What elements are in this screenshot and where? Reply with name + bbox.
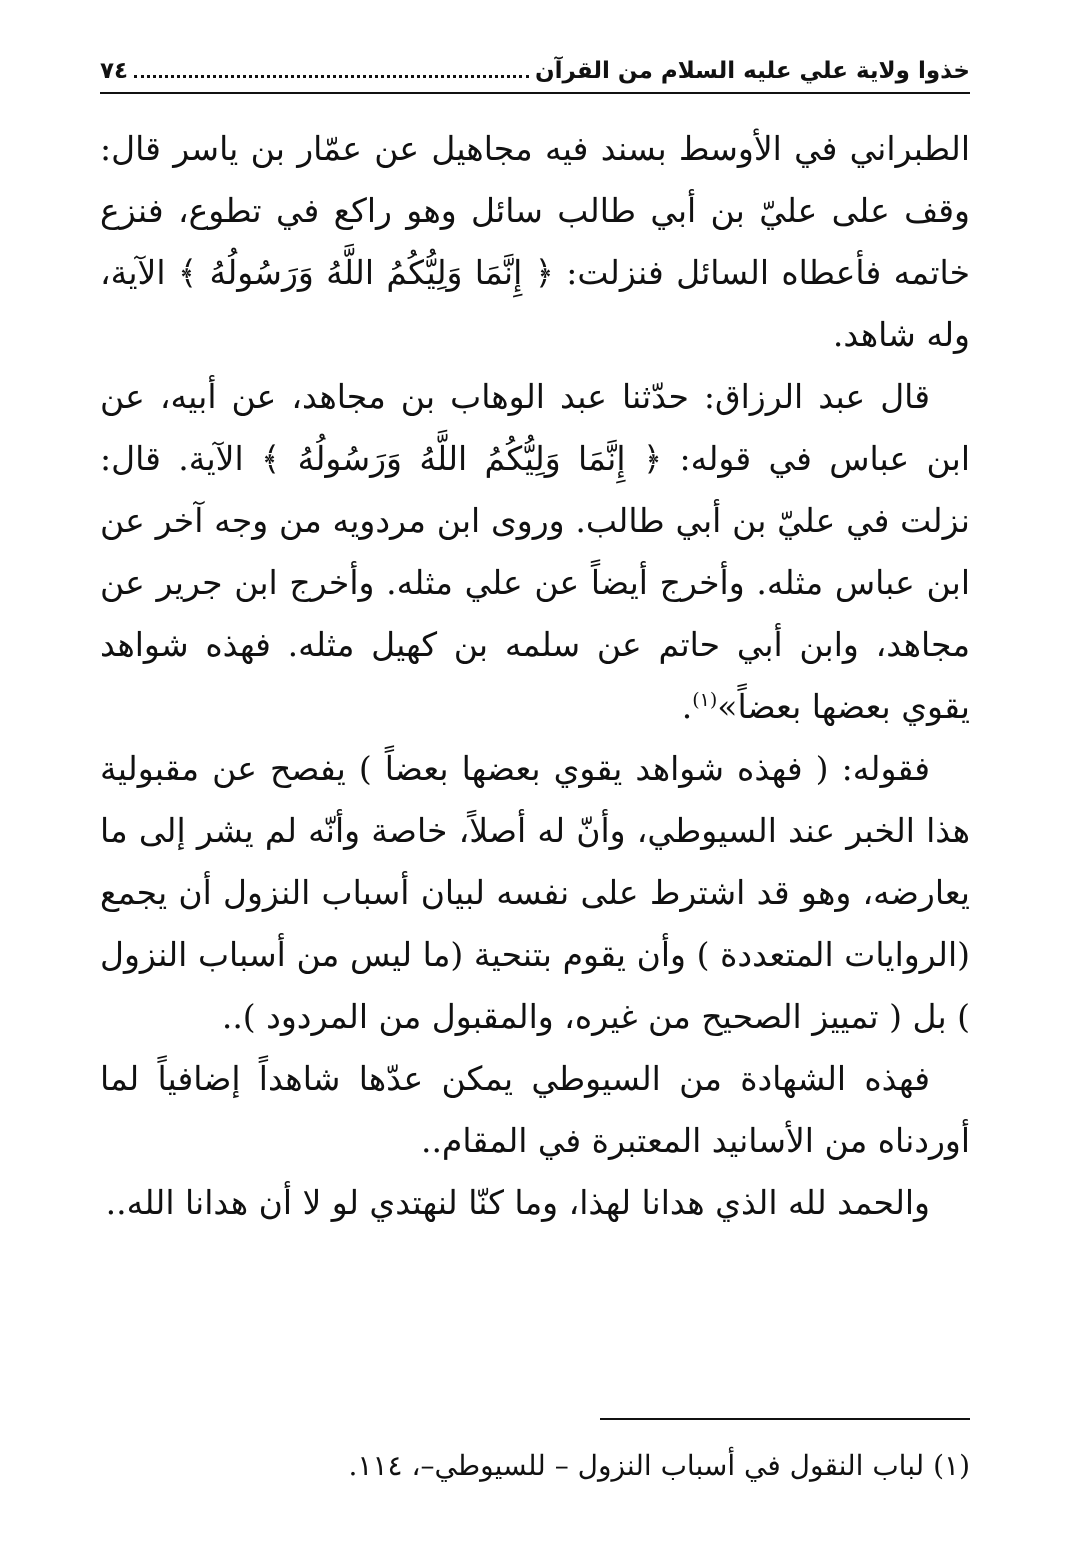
paragraph: فقوله: ( فهذه شواهد يقوي بعضها بعضاً ) يفصح عن مقبولية هذا الخبر عند السيوطي، وأنّ له أصلاً، خاصة وأنّه لم يشر إلى ما يعارضه، وهو قد اشترط على نفسه لبيان أسباب النزول أن يجمع (الروايات المتعددة ) وأن يقوم بتنحية (ما ليس من أسباب النزول ) بل ( تمييز الصحيح من غيره، والمقبول من المردود ).. — [100, 749, 970, 1036]
running-title: خذوا ولاية علي عليه السلام من القرآن — [535, 58, 970, 84]
paragraph: قال عبد الرزاق: حدّثنا عبد الوهاب بن مجاهد، عن أبيه، عن ابن عباس في قوله: ﴿ إِنَّمَا وَلِيُّكُمُ اللَّهُ وَرَسُولُهُ ﴾ الآية. قال: نزلت في عليّ بن أبي طالب. وروى ابن مردويه من وجه آخر عن ابن عباس مثله. وأخرج أيضاً عن علي مثله. وأخرج ابن جرير عن مجاهد، وابن أبي حاتم عن سلمه بن كهيل مثله. فهذه شواهد يقوي بعضها بعضاً»$^{(١)}$. — [100, 377, 970, 726]
page-header — [100, 40, 970, 90]
paragraph: والحمد لله الذي هدانا لهذا، وما كنّا لنهتدي لو لا أن هدانا الله.. — [105, 1183, 930, 1222]
footnote-marker: (١) — [692, 689, 718, 711]
dot-leader — [134, 75, 529, 78]
main-text — [100, 118, 970, 1234]
footnote: (١) لباب النقول في أسباب النزول – للسيوطي–، ١١٤. — [348, 1449, 970, 1482]
paragraph: فهذه الشهادة من السيوطي يمكن عدّها شاهداً إضافياً لما أوردناه من الأسانيد المعتبرة في المقام.. — [100, 1059, 970, 1160]
page-number: ٧٤ — [100, 58, 129, 84]
paragraph-text: قال عبد الرزاق: حدّثنا عبد الوهاب بن مجاهد، عن أبيه، عن ابن عباس في قوله: ﴿ إِنَّمَا وَلِيُّكُمُ اللَّهُ وَرَسُولُهُ ﴾ الآية. قال: نزلت في عليّ بن أبي طالب. وروى ابن مردويه من وجه آخر عن ابن عباس مثله. وأخرج أيضاً عن علي مثله. وأخرج ابن جرير عن مجاهد، وابن أبي حاتم عن سلمه بن كهيل مثله. فهذه شواهد يقوي بعضها بعضاً» — [100, 377, 970, 726]
header-rule — [100, 92, 970, 94]
footnote-rule — [600, 1418, 970, 1420]
paragraph: الطبراني في الأوسط بسند فيه مجاهيل عن عمّار بن ياسر قال: وقف على عليّ بن أبي طالب سائل وهو راكع في تطوع، فنزع خاتمه فأعطاه السائل فنزلت: ﴿ إِنَّمَا وَلِيُّكُمُ اللَّهُ وَرَسُولُهُ ﴾ الآية، وله شاهد. — [100, 129, 970, 354]
